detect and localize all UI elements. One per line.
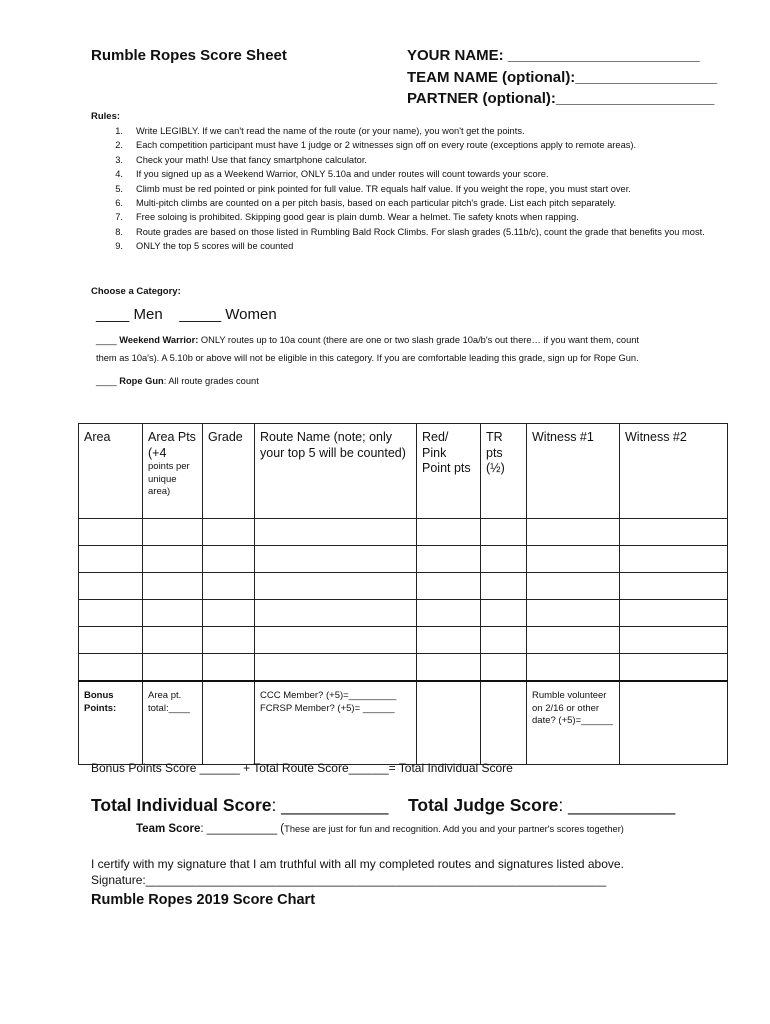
weekend-warrior-option: ____ Weekend Warrior: ONLY routes up to 10a count (there are one or two slash grade 10a/b's out there… if you want them, count: [96, 335, 640, 345]
team-score: Team Score: ___________ (These are just for fun and recognition. Add you and your partner's scores together): [136, 823, 624, 835]
total-individual-score: Total Individual Score: ___________: [91, 795, 389, 815]
table-row: [79, 600, 728, 627]
rule-item: 7. Free soloing is prohibited. Skipping good gear is plain dumb. Wear a helmet. Tie safety knots when rapping.: [115, 212, 579, 223]
table-row: [79, 519, 728, 546]
table-header-row: [79, 424, 728, 519]
rule-item: 6. Multi-pitch climbs are counted on a per pitch basis, based on each particular pitch's grade. List each pitch separately.: [115, 198, 617, 209]
col-tr-pts: TR pts (½): [481, 424, 527, 519]
rule-item: 9. ONLY the top 5 scores will be counted: [115, 241, 294, 252]
certify-statement: I certify with my signature that I am truthful with all my completed routes and signatures listed above.: [91, 857, 624, 871]
rules-label: Rules:: [91, 111, 121, 122]
team-name-field: TEAM NAME (optional):_________________: [407, 69, 718, 86]
table-row: [79, 627, 728, 654]
rope-gun-option: ____ Rope Gun: All route grades count: [96, 376, 259, 386]
category-label: Choose a Category:: [91, 286, 181, 297]
table-row: [79, 654, 728, 682]
table-row: [79, 546, 728, 573]
rule-item: 5. Climb must be red pointed or pink pointed for full value. TR equals half value. If you weight the rope, you must start over.: [115, 183, 631, 194]
score-chart-title: Rumble Ropes 2019 Score Chart: [91, 892, 316, 908]
sheet-title: Rumble Ropes Score Sheet: [91, 47, 287, 64]
rule-item: 4. If you signed up as a Weekend Warrior, ONLY 5.10a and under routes will count towards your score.: [115, 169, 549, 180]
women-option: _____ Women: [179, 306, 277, 323]
total-judge-score: Total Judge Score: ___________: [408, 795, 676, 815]
volunteer-bonus: Rumble volunteer on 2/16 or other date? (+5)=______: [527, 681, 620, 765]
rope-gun-label: Rope Gun: [119, 376, 164, 386]
area-pt-total: Area pt. total:____: [143, 681, 203, 765]
col-redpoint-pts: Red/ Pink Point pts: [417, 424, 481, 519]
certification: [91, 856, 624, 888]
weekend-warrior-label: Weekend Warrior:: [119, 335, 199, 345]
rule-item: 3. Check your math! Use that fancy smartphone calculator.: [115, 154, 367, 165]
score-table: [78, 423, 728, 765]
gender-category: [96, 306, 277, 323]
partner-field: PARTNER (optional):___________________: [407, 90, 715, 107]
col-area-pts: Area Pts (+4 points per unique area): [143, 424, 203, 519]
rule-item: 2. Each competition participant must have 1 judge or 2 witnesses sign off on every route (exceptions apply to remote areas).: [115, 140, 637, 151]
bonus-label: Bonus Points:: [79, 681, 143, 765]
membership-bonus: CCC Member? (+5)=_________ FCRSP Member? (+5)= ______: [255, 681, 417, 765]
score-formula: Bonus Points Score ______ + Total Route Score______= Total Individual Score: [91, 761, 513, 775]
men-option: ____ Men: [96, 306, 163, 323]
rules-list: [111, 124, 731, 254]
rule-item: 1. Write LEGIBLY. If we can't read the name of the route (or your name), you won't get the points.: [115, 126, 525, 136]
col-witness-1: Witness #1: [527, 424, 620, 519]
col-grade: Grade: [203, 424, 255, 519]
table-row: [79, 573, 728, 600]
signature-line: Signature:_____________________________________________________________________: [91, 873, 607, 887]
col-route-name: Route Name (note; only your top 5 will be counted): [255, 424, 417, 519]
rule-item: 8. Route grades are based on those listed in Rumbling Bald Rock Climbs. For slash grades (5.11b/c), count the grade that benefits you most.: [115, 226, 705, 237]
weekend-warrior-text: them as 10a's). A 5.10b or above will not be eligible in this category. If you are comfortable leading this grade, sign up for Rope Gun.: [96, 353, 639, 363]
col-area: Area: [79, 424, 143, 519]
your-name-field: YOUR NAME: _______________________: [407, 47, 700, 64]
bonus-row: [79, 681, 728, 765]
col-witness-2: Witness #2: [620, 424, 728, 519]
